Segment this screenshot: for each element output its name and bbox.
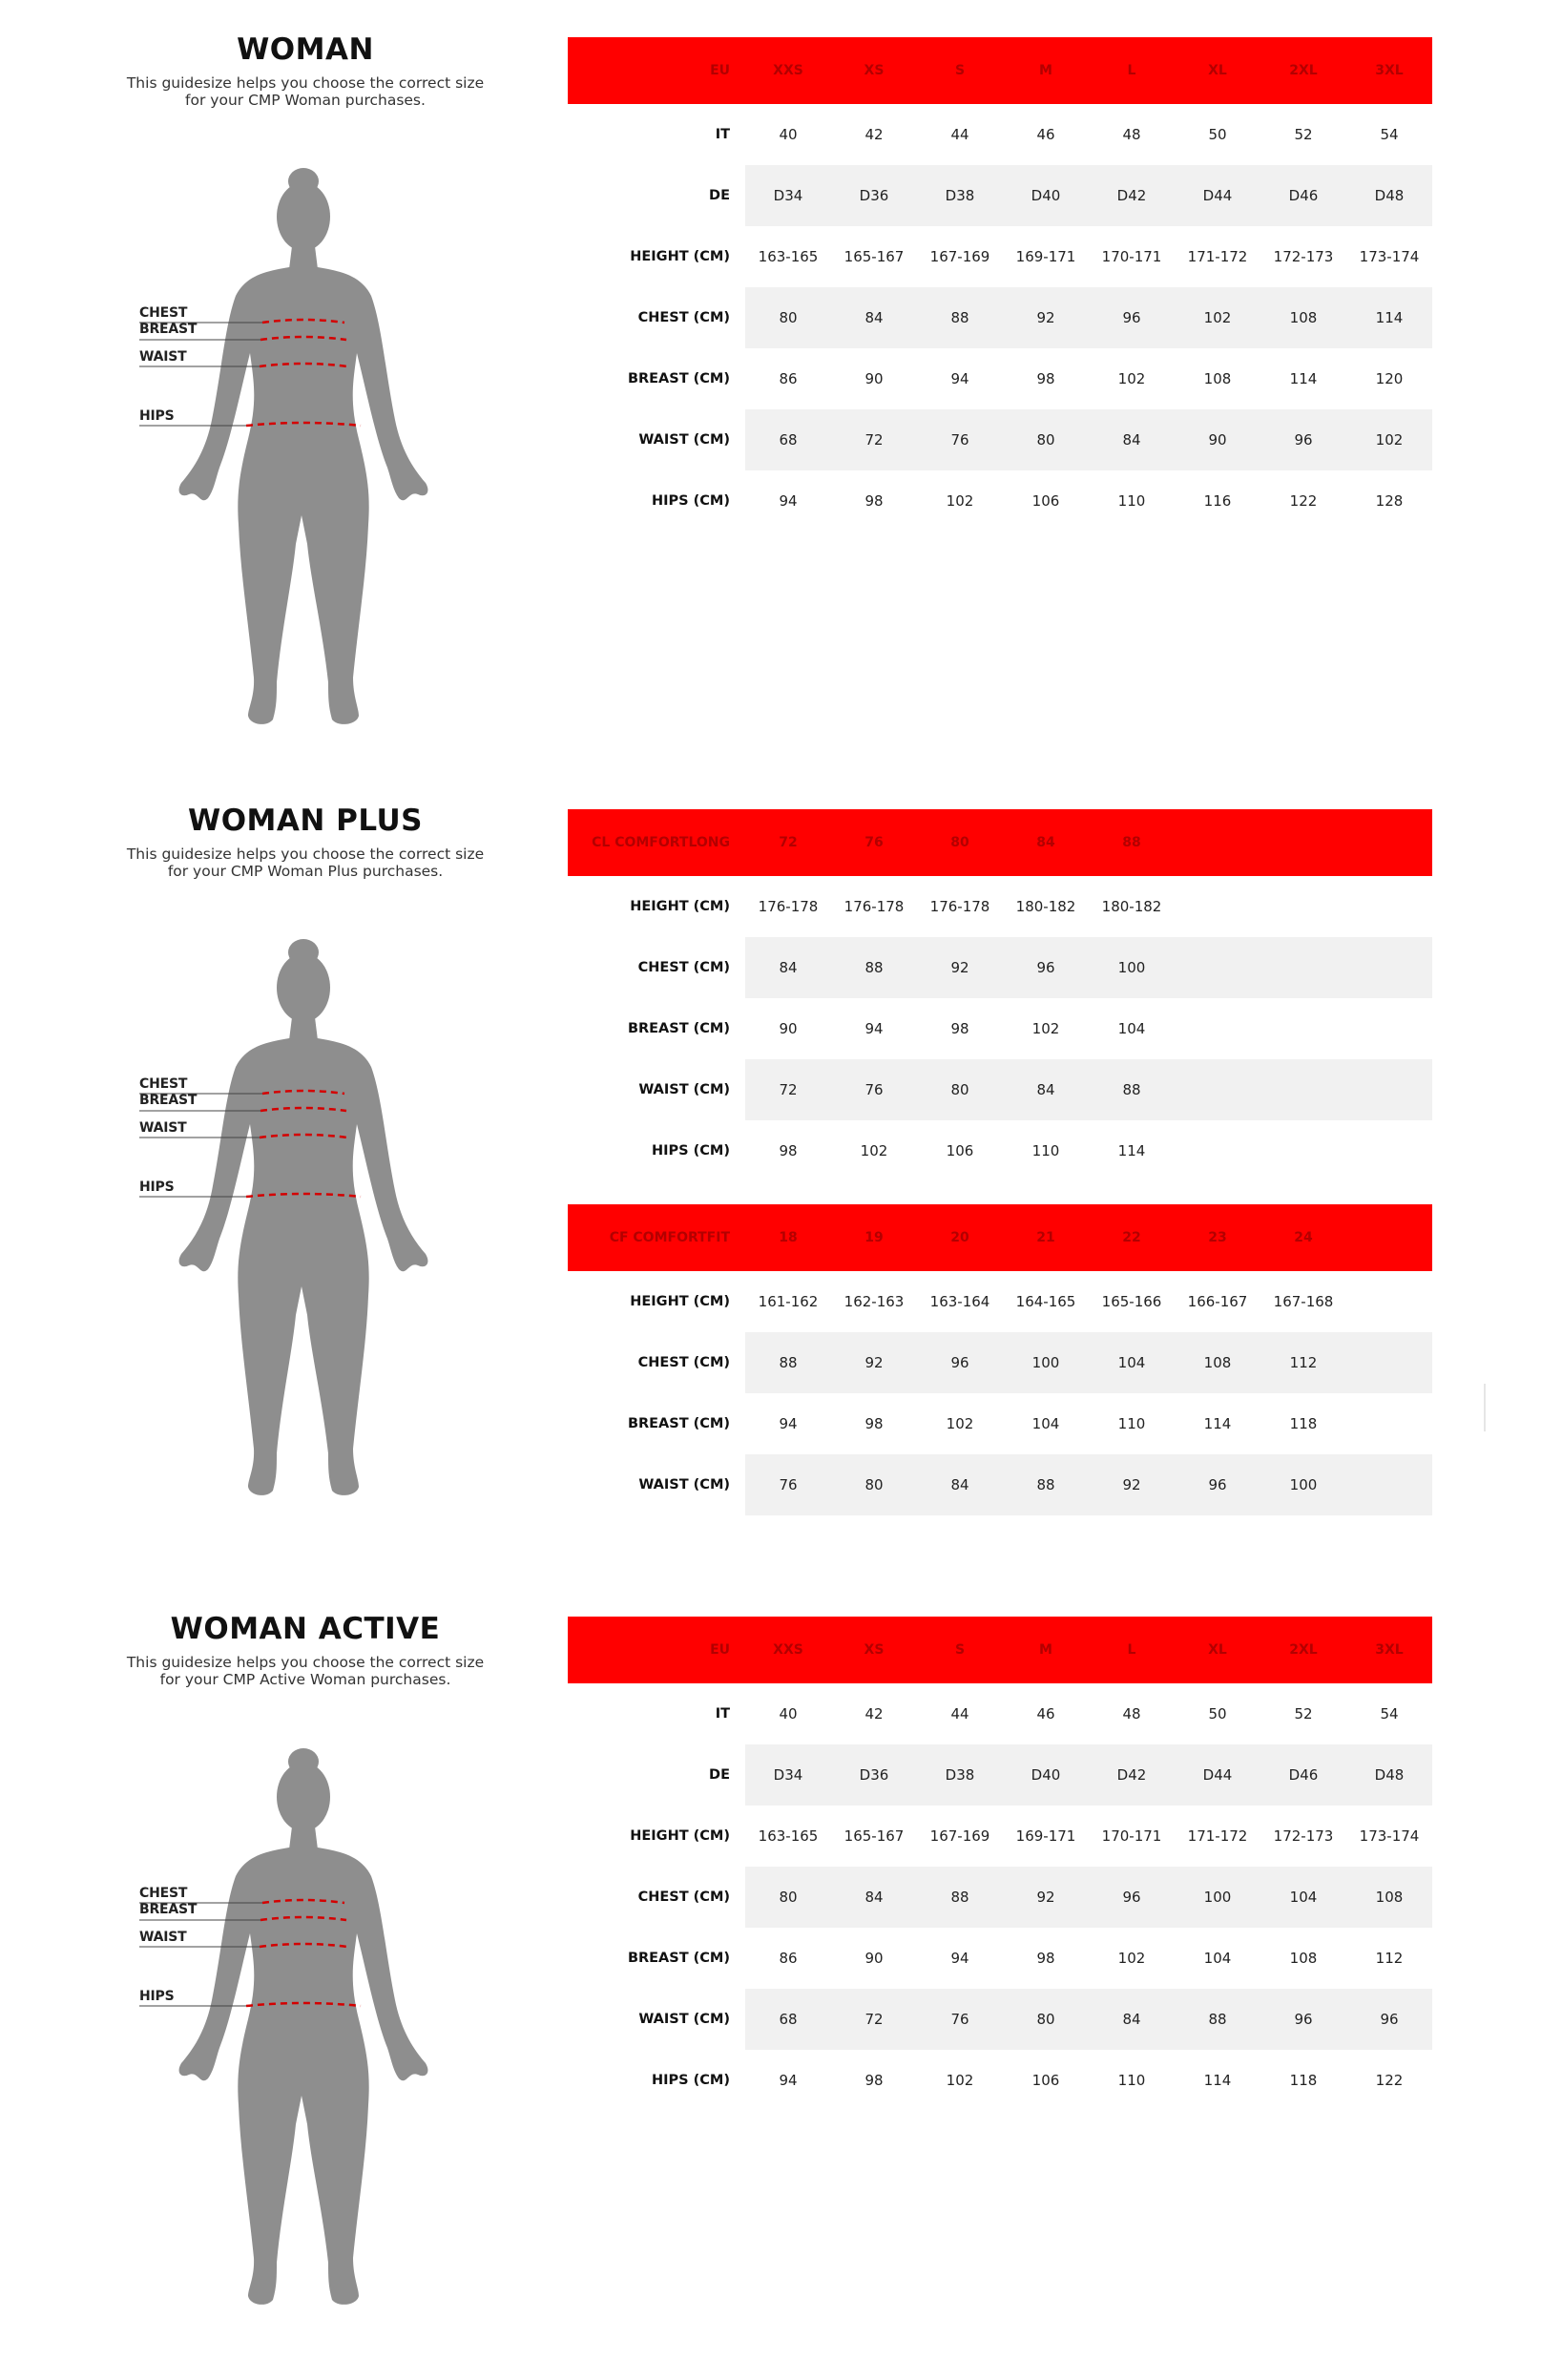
table-cell: 169-171 [1015,248,1076,265]
table-cell: 180-182 [1015,898,1076,915]
chest-label: CHEST [139,305,188,321]
header-size-cell: L [1127,1642,1136,1658]
table-cell: 112 [1289,1354,1318,1371]
table-cell: 110 [1117,1415,1146,1432]
row-label: HIPS (CM) [652,493,730,509]
header-size-cell: 18 [779,1230,798,1245]
header-size-cell: 88 [1122,835,1141,850]
table-cell: 54 [1380,126,1399,143]
section-intro [115,804,496,880]
table-row [568,998,1432,1059]
row-label: HEIGHT (CM) [630,1828,730,1844]
header-size-cell: M [1039,1642,1052,1658]
table-cell: 167-169 [929,1827,990,1845]
section-subtitle [115,1654,496,1688]
table-cell: 50 [1208,126,1227,143]
table-cell: 94 [864,1020,884,1037]
table-cell: 114 [1375,309,1404,326]
table-cell: 50 [1208,1705,1227,1722]
table-cell: 102 [1117,370,1146,387]
table-cell: 102 [946,2072,974,2089]
section-subtitle [115,74,496,109]
table-cell: 106 [1031,2072,1060,2089]
header-size-cell: 3XL [1375,63,1404,78]
table-cell: 48 [1122,126,1141,143]
table-cell: 120 [1375,370,1404,387]
table-row [568,1867,1432,1928]
table-cell: D42 [1116,187,1147,204]
table-cell: 42 [864,1705,884,1722]
header-size-cell: XL [1208,63,1227,78]
breast-label: BREAST [139,322,198,337]
table-cell: 90 [1208,431,1227,449]
table-cell: 68 [779,2011,798,2028]
table-cell: 96 [1122,309,1141,326]
table-cell: 96 [1208,1476,1227,1493]
table-cell: 100 [1203,1889,1232,1906]
table-cell: D44 [1202,187,1233,204]
header-size-cell: 76 [864,835,884,850]
table-cell: 80 [779,309,798,326]
table-cell: D46 [1288,1766,1319,1784]
table-cell: 114 [1203,2072,1232,2089]
table-cell: 92 [950,959,969,976]
table-cell: D44 [1202,1766,1233,1784]
table-cell: 94 [779,2072,798,2089]
table-cell: 116 [1203,492,1232,510]
header-size-cell: 2XL [1289,1642,1318,1658]
table-cell: 166-167 [1187,1293,1248,1310]
header-size-cell: L [1127,63,1136,78]
table-cell: 88 [1036,1476,1055,1493]
table-cell: 80 [864,1476,884,1493]
table-cell: 114 [1203,1415,1232,1432]
table-cell: 122 [1375,2072,1404,2089]
row-label: WAIST (CM) [638,1082,730,1097]
header-size-cell: 20 [950,1230,969,1245]
table-cell: 102 [1203,309,1232,326]
row-label: BREAST (CM) [627,371,730,386]
table-cell: 86 [779,370,798,387]
table-cell: 122 [1289,492,1318,510]
table-cell: 40 [779,126,798,143]
section-title: WOMAN ACTIVE [170,1612,441,1646]
table-cell: 108 [1289,1950,1318,1967]
table-cell: 90 [864,370,884,387]
table-header-row [568,1617,1432,1683]
table-cell: 80 [950,1081,969,1098]
table-row [568,1683,1432,1744]
table-cell: 167-168 [1273,1293,1334,1310]
table-cell: 90 [864,1950,884,1967]
table-cell: 46 [1036,126,1055,143]
scrollbar-thumb[interactable] [1484,1384,1486,1431]
table-row [568,409,1432,470]
table-row [568,876,1432,937]
table-cell: 102 [1117,1950,1146,1967]
table-row [568,226,1432,287]
table-row [568,348,1432,409]
table-cell: D34 [773,1766,803,1784]
table-cell: 48 [1122,1705,1141,1722]
table-cell: 104 [1203,1950,1232,1967]
table-cell: 94 [779,492,798,510]
table-cell: 100 [1289,1476,1318,1493]
body-silhouette-icon [124,162,439,735]
table-cell: 92 [1036,309,1055,326]
section-title: WOMAN PLUS [188,804,423,838]
header-size-cell: 80 [950,835,969,850]
table-cell: 108 [1289,309,1318,326]
table-cell: 112 [1375,1950,1404,1967]
body-silhouette-icon [124,1743,439,2315]
table-cell: 80 [779,1889,798,1906]
row-label: CHEST (CM) [637,960,730,975]
table-cell: 118 [1289,1415,1318,1432]
table-cell: 88 [1122,1081,1141,1098]
table-cell: 170-171 [1101,1827,1162,1845]
breast-label: BREAST [139,1093,198,1108]
table-cell: D38 [945,1766,975,1784]
table-cell: D38 [945,187,975,204]
table-cell: 100 [1031,1354,1060,1371]
table-cell: 98 [1036,370,1055,387]
table-cell: 84 [864,309,884,326]
table-cell: 84 [950,1476,969,1493]
table-cell: 72 [864,431,884,449]
row-label: CHEST (CM) [637,1355,730,1370]
header-size-cell: 24 [1294,1230,1313,1245]
table-cell: 173-174 [1359,248,1420,265]
table-cell: 96 [1036,959,1055,976]
table-cell: 88 [1208,2011,1227,2028]
table-row [568,1454,1432,1515]
row-label: BREAST (CM) [627,1416,730,1431]
table-row [568,1059,1432,1120]
table-cell: 108 [1203,1354,1232,1371]
row-label: DE [709,1767,730,1783]
table-cell: D48 [1374,187,1405,204]
table-cell: 52 [1294,1705,1313,1722]
table-cell: 84 [779,959,798,976]
table-cell: 98 [864,2072,884,2089]
subtitle-line-1: This guidesize helps you choose the correct size [126,74,485,92]
table-cell: 72 [779,1081,798,1098]
section-subtitle [115,846,496,880]
waist-label: WAIST [139,349,187,365]
row-label: HEIGHT (CM) [630,249,730,264]
table-cell: 176-178 [843,898,905,915]
table-cell: 96 [1122,1889,1141,1906]
table-cell: 108 [1203,370,1232,387]
table-cell: 106 [1031,492,1060,510]
row-label: HIPS (CM) [652,1143,730,1159]
table-cell: 88 [779,1354,798,1371]
table-cell: 42 [864,126,884,143]
header-size-cell: S [954,63,966,78]
subtitle-line-2: for your CMP Woman Plus purchases. [167,863,444,880]
table-cell: 80 [1036,2011,1055,2028]
table-cell: 84 [864,1889,884,1906]
header-label: CL COMFORTLONG [592,835,730,850]
table-cell: 76 [779,1476,798,1493]
table-cell: 104 [1289,1889,1318,1906]
table-cell: 171-172 [1187,1827,1248,1845]
table-cell: 88 [950,1889,969,1906]
table-cell: 96 [1294,431,1313,449]
table-cell: 180-182 [1101,898,1162,915]
subtitle-line-1: This guidesize helps you choose the correct size [126,846,485,863]
table-cell: 72 [864,2011,884,2028]
table-cell: 163-165 [758,1827,819,1845]
table-cell: D42 [1116,1766,1147,1784]
table-cell: 165-167 [843,1827,905,1845]
body-measurement-figure [124,1743,439,2315]
table-cell: 162-163 [843,1293,905,1310]
subtitle-line-2: for your CMP Active Woman purchases. [159,1671,451,1688]
section-title: WOMAN [237,32,374,67]
table-cell: 84 [1122,431,1141,449]
row-label: HIPS (CM) [652,2073,730,2088]
section-intro [115,1612,496,1688]
table-row [568,1120,1432,1181]
breast-label: BREAST [139,1902,198,1917]
row-label: BREAST (CM) [627,1021,730,1036]
table-row [568,1928,1432,1989]
hips-label: HIPS [139,1180,175,1195]
table-cell: 170-171 [1101,248,1162,265]
header-label: CF COMFORTFIT [609,1230,730,1245]
table-cell: 84 [1036,1081,1055,1098]
table-cell: D36 [859,1766,889,1784]
header-size-cell: M [1039,63,1052,78]
header-size-cell: XXS [773,1642,803,1658]
table-cell: 104 [1031,1415,1060,1432]
subtitle-line-2: for your CMP Woman purchases. [185,92,426,109]
table-row [568,104,1432,165]
section-intro [115,32,496,109]
hips-label: HIPS [139,1989,175,2004]
table-cell: 164-165 [1015,1293,1076,1310]
table-row [568,1806,1432,1867]
table-cell: 102 [860,1142,888,1159]
table-cell: 128 [1375,492,1404,510]
waist-label: WAIST [139,1930,187,1945]
table-cell: 76 [950,431,969,449]
table-cell: 98 [864,1415,884,1432]
row-label: DE [709,188,730,203]
subtitle-line-1: This guidesize helps you choose the correct size [126,1654,485,1671]
table-cell: 76 [864,1081,884,1098]
table-cell: 102 [1031,1020,1060,1037]
table-cell: 165-167 [843,248,905,265]
header-size-cell: 2XL [1289,63,1318,78]
table-header-row [568,1204,1432,1271]
table-cell: 163-165 [758,248,819,265]
table-cell: 88 [950,309,969,326]
row-label: WAIST (CM) [638,432,730,448]
table-cell: 108 [1375,1889,1404,1906]
table-cell: 110 [1031,1142,1060,1159]
table-row [568,2050,1432,2111]
table-row [568,1989,1432,2050]
table-cell: 96 [1294,2011,1313,2028]
table-cell: 98 [864,492,884,510]
header-size-cell: S [954,1642,966,1658]
table-header-row [568,37,1432,104]
table-row [568,937,1432,998]
header-size-cell: 22 [1122,1230,1141,1245]
table-cell: 98 [950,1020,969,1037]
chest-label: CHEST [139,1076,188,1092]
row-label: IT [715,127,730,142]
table-cell: 88 [864,959,884,976]
table-cell: 84 [1122,2011,1141,2028]
table-header-row [568,809,1432,876]
table-cell: 171-172 [1187,248,1248,265]
row-label: HEIGHT (CM) [630,899,730,914]
table-cell: 54 [1380,1705,1399,1722]
table-cell: 161-162 [758,1293,819,1310]
header-size-cell: 19 [864,1230,884,1245]
table-cell: 110 [1117,2072,1146,2089]
table-cell: 102 [946,492,974,510]
table-row [568,287,1432,348]
table-cell: D48 [1374,1766,1405,1784]
header-size-cell: XS [864,63,885,78]
header-size-cell: XXS [773,63,803,78]
header-size-cell: XL [1208,1642,1227,1658]
table-cell: 94 [950,370,969,387]
row-label: WAIST (CM) [638,1477,730,1493]
table-cell: 163-164 [929,1293,990,1310]
table-cell: 173-174 [1359,1827,1420,1845]
table-cell: D40 [1031,187,1061,204]
row-label: HEIGHT (CM) [630,1294,730,1309]
table-cell: 68 [779,431,798,449]
row-label: WAIST (CM) [638,2012,730,2027]
table-cell: 92 [1122,1476,1141,1493]
table-cell: D34 [773,187,803,204]
header-label: EU [710,63,730,78]
table-cell: 46 [1036,1705,1055,1722]
table-cell: 44 [950,1705,969,1722]
row-label: CHEST (CM) [637,1889,730,1905]
table-cell: 110 [1117,492,1146,510]
table-row [568,165,1432,226]
table-cell: 40 [779,1705,798,1722]
table-cell: 165-166 [1101,1293,1162,1310]
row-label: BREAST (CM) [627,1951,730,1966]
table-cell: 80 [1036,431,1055,449]
table-cell: 114 [1117,1142,1146,1159]
table-cell: 172-173 [1273,1827,1334,1845]
table-cell: 44 [950,126,969,143]
table-row [568,470,1432,532]
table-cell: 100 [1117,959,1146,976]
hips-label: HIPS [139,408,175,424]
table-cell: 96 [1380,2011,1399,2028]
table-row [568,1393,1432,1454]
table-cell: D36 [859,187,889,204]
table-cell: 94 [779,1415,798,1432]
body-measurement-figure [124,162,439,735]
header-size-cell: 72 [779,835,798,850]
waist-label: WAIST [139,1120,187,1136]
table-cell: 98 [1036,1950,1055,1967]
table-cell: 176-178 [929,898,990,915]
table-cell: 94 [950,1950,969,1967]
table-cell: 92 [1036,1889,1055,1906]
body-silhouette-icon [124,933,439,1506]
table-cell: 114 [1289,370,1318,387]
table-cell: 118 [1289,2072,1318,2089]
header-label: EU [710,1642,730,1658]
table-cell: 96 [950,1354,969,1371]
table-cell: 90 [779,1020,798,1037]
table-cell: D40 [1031,1766,1061,1784]
header-size-cell: 21 [1036,1230,1055,1245]
table-cell: 104 [1117,1020,1146,1037]
header-size-cell: XS [864,1642,885,1658]
table-cell: 86 [779,1950,798,1967]
table-cell: 102 [946,1415,974,1432]
body-measurement-figure [124,933,439,1506]
chest-label: CHEST [139,1886,188,1901]
table-cell: 52 [1294,126,1313,143]
table-cell: 176-178 [758,898,819,915]
table-cell: 104 [1117,1354,1146,1371]
table-cell: 169-171 [1015,1827,1076,1845]
header-size-cell: 3XL [1375,1642,1404,1658]
table-cell: 106 [946,1142,974,1159]
row-label: CHEST (CM) [637,310,730,325]
table-cell: 98 [779,1142,798,1159]
table-cell: 172-173 [1273,248,1334,265]
header-size-cell: 84 [1036,835,1055,850]
header-size-cell: 23 [1208,1230,1227,1245]
table-row [568,1744,1432,1806]
table-cell: 167-169 [929,248,990,265]
row-label: IT [715,1706,730,1722]
table-cell: 92 [864,1354,884,1371]
table-row [568,1271,1432,1332]
table-row [568,1332,1432,1393]
table-cell: 76 [950,2011,969,2028]
table-cell: 102 [1375,431,1404,449]
table-cell: D46 [1288,187,1319,204]
